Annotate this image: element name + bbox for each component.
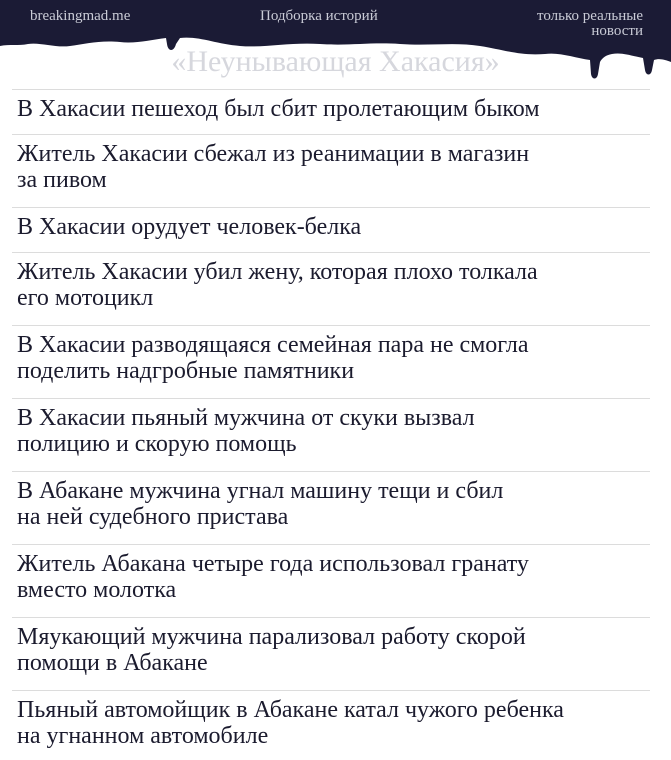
page-title: «Неунывающая Хакасия» — [171, 45, 500, 78]
story-line: помощи в Абакане — [17, 650, 208, 676]
story-list — [12, 89, 650, 760]
list-item[interactable] — [12, 471, 650, 544]
list-item[interactable] — [12, 134, 650, 207]
story-line: Пьяный автомойщик в Абакане катал чужого ребенка — [17, 697, 564, 723]
story-line: вместо молотка — [17, 577, 177, 603]
story-line: В Хакасии разводящаяся семейная пара не смогла — [17, 332, 529, 358]
story-line: на угнанном автомобиле — [17, 723, 269, 749]
list-item[interactable] — [12, 207, 650, 252]
story-line: В Хакасии пешеход был сбит пролетающим быком — [17, 96, 540, 122]
site-name[interactable]: breakingmad.me — [30, 8, 131, 24]
story-line: Мяукающий мужчина парализовал работу скорой — [17, 624, 526, 650]
list-item[interactable] — [12, 690, 650, 760]
story-line: Житель Хакасии убил жену, которая плохо толкала — [17, 259, 538, 285]
list-item[interactable] — [12, 544, 650, 617]
story-line: Житель Абакана четыре года использовал гранату — [17, 551, 529, 577]
list-item[interactable] — [12, 252, 650, 325]
story-line: на ней судебного пристава — [17, 504, 289, 530]
list-item[interactable] — [12, 325, 650, 398]
story-line: за пивом — [17, 167, 107, 193]
list-item[interactable] — [12, 398, 650, 471]
story-line: поделить надгробные памятники — [17, 358, 355, 384]
list-item[interactable] — [12, 89, 650, 134]
story-line: его мотоцикл — [17, 285, 154, 311]
section-name[interactable]: Подборка историй — [260, 8, 378, 24]
tagline-line: только реальные — [537, 8, 643, 24]
story-line: В Хакасии орудует человек-белка — [17, 214, 362, 240]
story-line: полицию и скорую помощь — [17, 431, 297, 457]
story-line: В Абакане мужчина угнал машину тещи и сбил — [17, 478, 504, 504]
list-item[interactable] — [12, 617, 650, 690]
tagline — [493, 9, 643, 39]
tagline-line: новости — [591, 23, 643, 39]
story-line: Житель Хакасии сбежал из реанимации в магазин — [17, 141, 530, 167]
story-line: В Хакасии пьяный мужчина от скуки вызвал — [17, 405, 475, 431]
